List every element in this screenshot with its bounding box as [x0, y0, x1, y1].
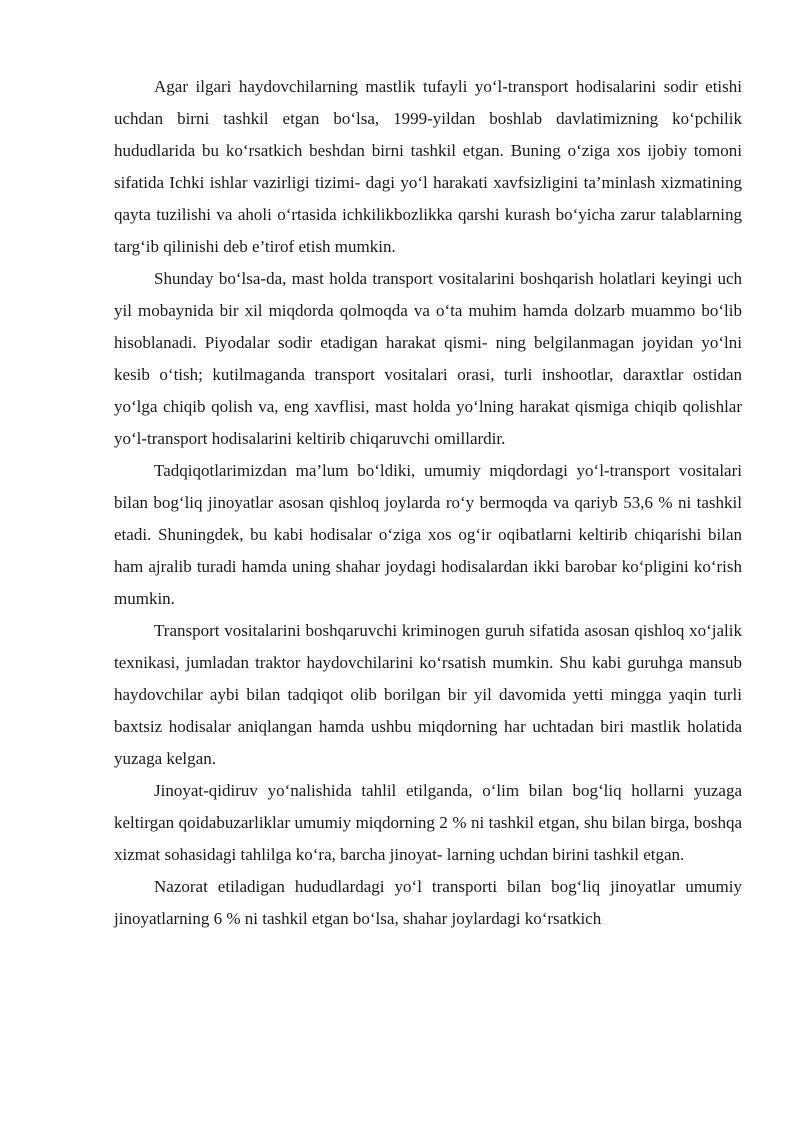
paragraph-3: Tadqiqotlarimizdan ma’lum bo‘ldiki, umumiy miqdordagi yo‘l-transport vositalari bilan bog‘liq jinoyatlar asosan qishloq joylarda ro‘y bermoqda va qariyb 53,6 % ni tashkil etadi. Shuningdek, bu kabi hodisalar o‘ziga xos og‘ir oqibatlarni keltirib chiqarishi bilan ham ajralib turadi hamda uning shahar joydagi hodisalardan ikki barobar ko‘pligini ko‘rish mumkin. [114, 461, 742, 608]
paragraph-1: Agar ilgari haydovchilarning mastlik tufayli yo‘l-transport hodisalarini sodir etishi uchdan birni tashkil etgan bo‘lsa, 1999-yildan boshlab davlatimizning ko‘pchilik hududlarida bu ko‘rsatkich beshdan birni tashkil etgan. Buning o‘ziga xos ijobiy tomoni sifatida Ichki ishlar vazirligi tizimi- dagi yo‘l harakati xavfsizligini ta’minlash xizmatining qayta tuzilishi va aholi o‘rtasida ichkilikbozlikka qarshi kurash bo‘yicha zarur talablarning targ‘ib qilinishi deb e’tirof etish mumkin. [114, 77, 742, 256]
paragraph-5: Jinoyat-qidiruv yo‘nalishida tahlil etilganda, o‘lim bilan bog‘liq hollarni yuzaga keltirgan qoidabuzarliklar umumiy miqdorning 2 % ni tashkil etgan, shu bilan birga, boshqa xizmat sohasidagi tahlilga ko‘ra, barcha jinoyat- larning uchdan birini tashkil etgan. [114, 781, 742, 864]
paragraph-6: Nazorat etiladigan hududlardagi yo‘l transporti bilan bog‘liq jinoyatlar umumiy jinoyatlarning 6 % ni tashkil etgan bo‘lsa, shahar joylardagi ko‘rsatkich [114, 877, 742, 928]
paragraph-2: Shunday bo‘lsa-da, mast holda transport vositalarini boshqarish holatlari keyingi uch yil mobaynida bir xil miqdorda qolmoqda va o‘ta muhim hamda dolzarb muammo bo‘lib hisoblanadi. Piyodalar sodir etadigan harakat qismi- ning belgilanmagan joyidan yo‘lni kesib o‘tish; kutilmaganda transport vositalari orasi, turli inshootlar, daraxtlar ostidan yo‘lga chiqib qolish va, eng xavflisi, mast holda yo‘lning harakat qismiga chiqib qolishlar yo‘l-transport hodisalarini keltirib chiqaruvchi omillardir. [114, 269, 742, 448]
paragraph-4: Transport vositalarini boshqaruvchi kriminogen guruh sifatida asosan qishloq xo‘jalik texnikasi, jumladan traktor haydovchilarini ko‘rsatish mumkin. Shu kabi guruhga mansub haydovchilar aybi bilan tadqiqot olib borilgan bir yil davomida yetti mingga yaqin turli baxtsiz hodisalar aniqlangan hamda ushbu miqdorning har uchtadan biri mastlik holatida yuzaga kelgan. [114, 621, 742, 768]
document-page [114, 71, 742, 935]
